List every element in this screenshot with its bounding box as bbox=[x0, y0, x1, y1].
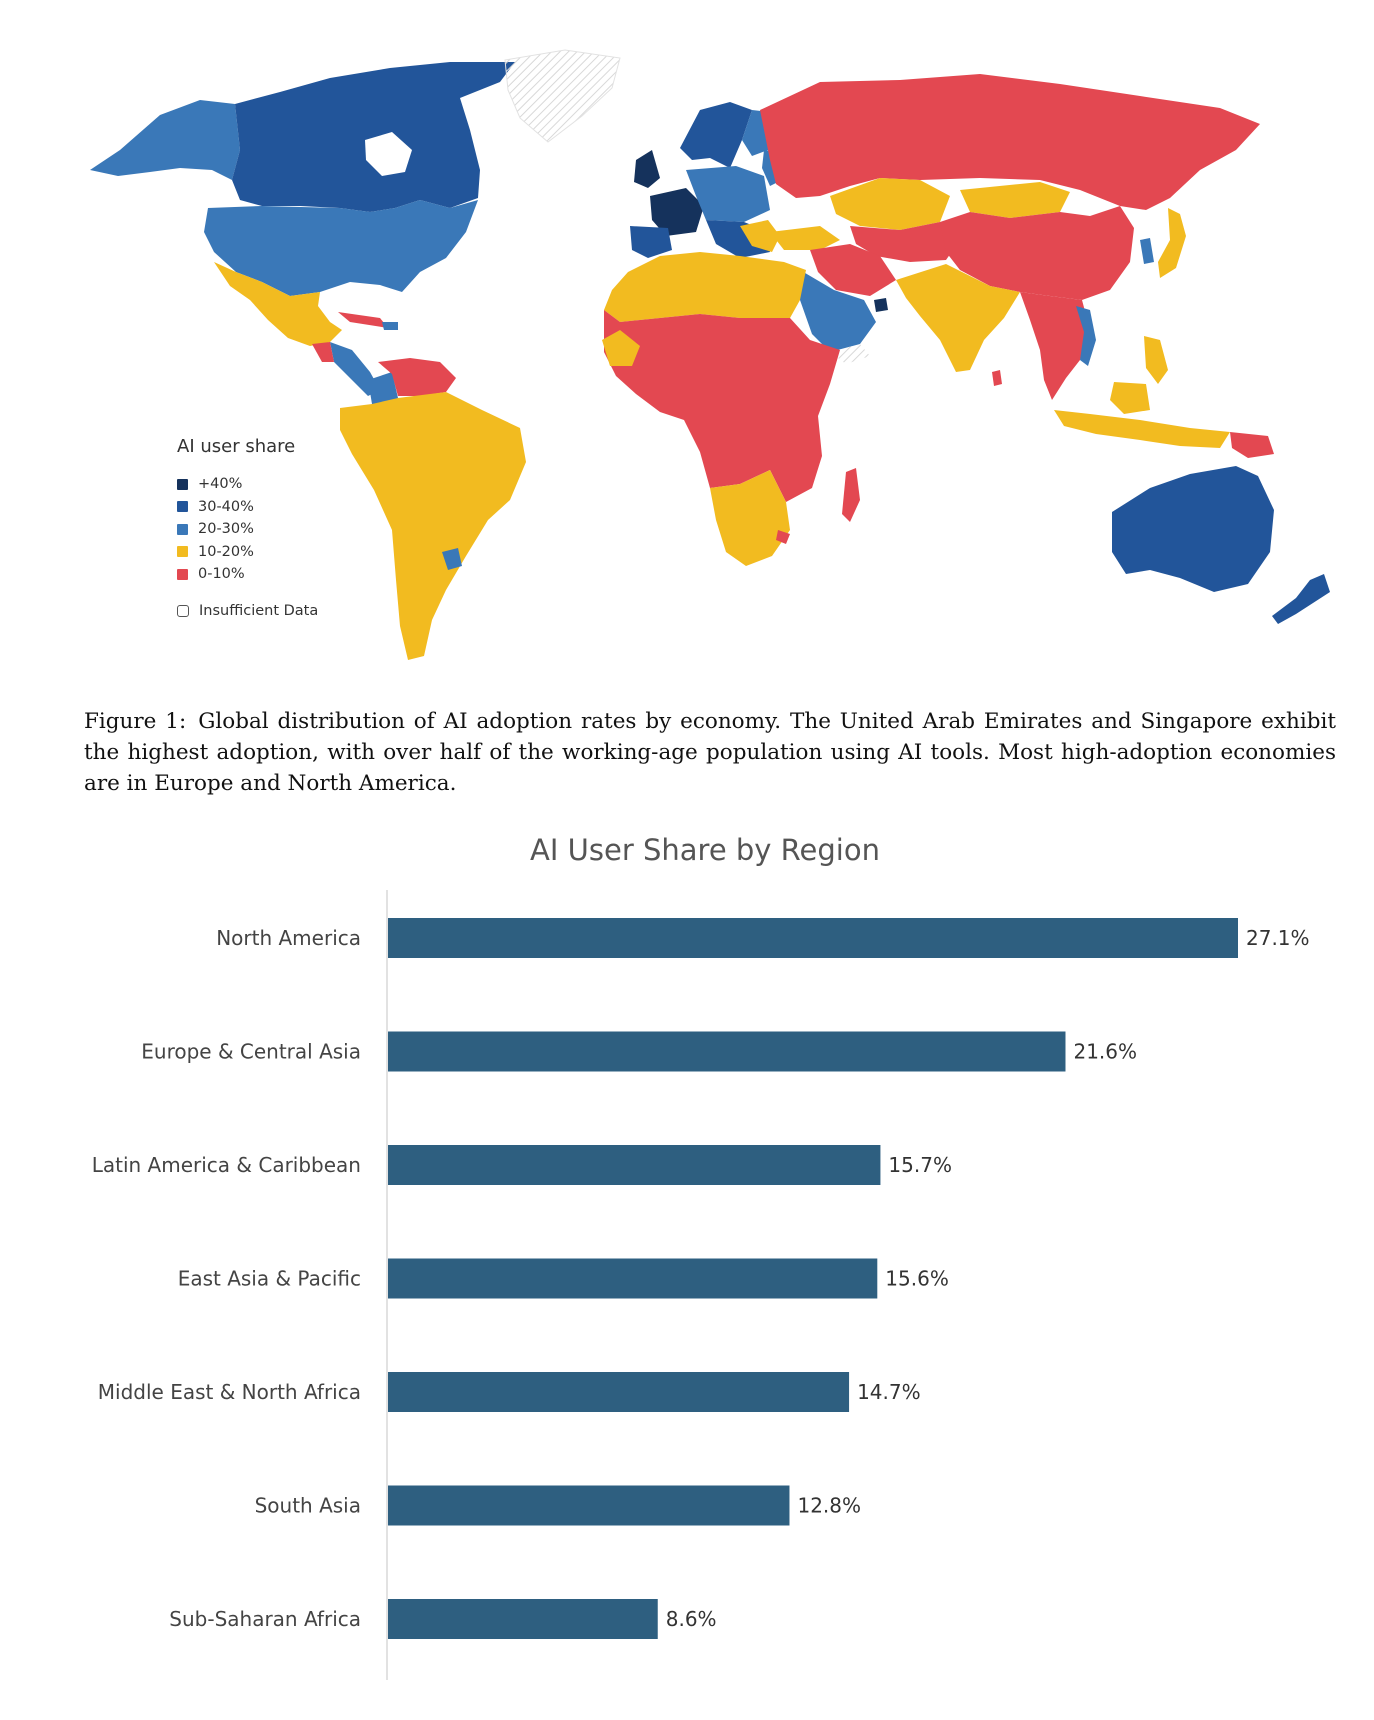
region-iberia bbox=[630, 226, 672, 258]
region-canada bbox=[232, 62, 515, 212]
region-uk-ireland bbox=[634, 150, 660, 188]
region-cuba bbox=[338, 312, 388, 328]
region-new-zealand bbox=[1272, 574, 1330, 624]
bar bbox=[388, 1032, 1065, 1072]
data-label: 14.7% bbox=[857, 1380, 921, 1404]
category-label: Sub-Saharan Africa bbox=[169, 1607, 361, 1631]
legend-item bbox=[177, 563, 318, 586]
region-alaska bbox=[90, 100, 240, 180]
figure-caption bbox=[84, 706, 1336, 799]
category-label: East Asia & Pacific bbox=[177, 1266, 361, 1291]
legend-swatch bbox=[177, 501, 188, 512]
data-label: 12.8% bbox=[797, 1493, 862, 1518]
legend-label: Insufficient Data bbox=[199, 602, 319, 619]
legend-item bbox=[177, 473, 318, 496]
chart-title: AI User Share by Region bbox=[530, 833, 880, 867]
legend-items bbox=[177, 473, 318, 586]
category-label: Latin America & Caribbean bbox=[91, 1153, 361, 1177]
legend-swatch bbox=[177, 569, 188, 580]
region-australia bbox=[1112, 466, 1274, 592]
bar bbox=[388, 1372, 849, 1412]
region-mongolia bbox=[960, 182, 1070, 218]
bar bbox=[388, 1599, 658, 1639]
bar bbox=[388, 1145, 880, 1185]
data-label: 15.6% bbox=[885, 1266, 949, 1291]
data-label: 15.7% bbox=[888, 1153, 952, 1177]
legend-label: 30-40% bbox=[198, 498, 254, 515]
legend-label: 20-30% bbox=[198, 521, 254, 538]
legend-item bbox=[177, 496, 318, 519]
region-uae bbox=[874, 298, 888, 312]
world-map bbox=[0, 0, 1374, 680]
caption-text: Global distribution of AI adoption rates by economy. The United Arab Emirates and Singapore exhibit the highest adoption, with over half of the working-age population using AI tools. Most high-adoption economies are in Europe and North America. bbox=[84, 709, 1336, 796]
map-legend bbox=[177, 436, 318, 622]
bar bbox=[388, 918, 1238, 958]
bar bbox=[388, 1486, 789, 1526]
region-borneo bbox=[1110, 382, 1150, 414]
region-caribbean-islands bbox=[382, 322, 398, 330]
legend-label: +40% bbox=[198, 476, 243, 493]
legend-swatch-empty bbox=[177, 605, 189, 617]
region-turkey bbox=[770, 226, 840, 250]
caption-label: Figure 1: bbox=[84, 709, 187, 734]
legend-swatch bbox=[177, 479, 188, 490]
legend-title: AI user share bbox=[177, 436, 296, 457]
region-south-america bbox=[340, 392, 526, 660]
category-label: Europe & Central Asia bbox=[141, 1039, 361, 1064]
category-label: Middle East & North Africa bbox=[97, 1380, 361, 1404]
region-scandinavia bbox=[680, 102, 752, 168]
region-madagascar bbox=[842, 468, 860, 522]
region-greenland bbox=[505, 50, 620, 142]
category-label: North America bbox=[216, 926, 361, 950]
region-north-africa bbox=[604, 252, 806, 322]
legend-item bbox=[177, 518, 318, 541]
legend-label: 0-10% bbox=[198, 566, 245, 583]
region-papua bbox=[1230, 432, 1274, 458]
region-japan bbox=[1158, 208, 1186, 278]
legend-item-insufficient-data bbox=[177, 600, 318, 623]
region-sri-lanka bbox=[992, 370, 1002, 386]
data-label: 8.6% bbox=[665, 1607, 717, 1631]
legend-swatch bbox=[177, 524, 188, 535]
category-label: South Asia bbox=[254, 1493, 361, 1518]
region-korea bbox=[1140, 238, 1154, 264]
bar bbox=[388, 1259, 877, 1299]
region-philippines bbox=[1144, 336, 1168, 384]
region-indonesia bbox=[1054, 410, 1230, 448]
data-label: 21.6% bbox=[1073, 1039, 1138, 1064]
region-africa-central bbox=[604, 310, 840, 502]
legend-label: 10-20% bbox=[198, 543, 254, 560]
legend-swatch bbox=[177, 546, 188, 557]
legend-item bbox=[177, 541, 318, 564]
data-label: 27.1% bbox=[1246, 926, 1310, 950]
bar-chart bbox=[0, 880, 1374, 1700]
